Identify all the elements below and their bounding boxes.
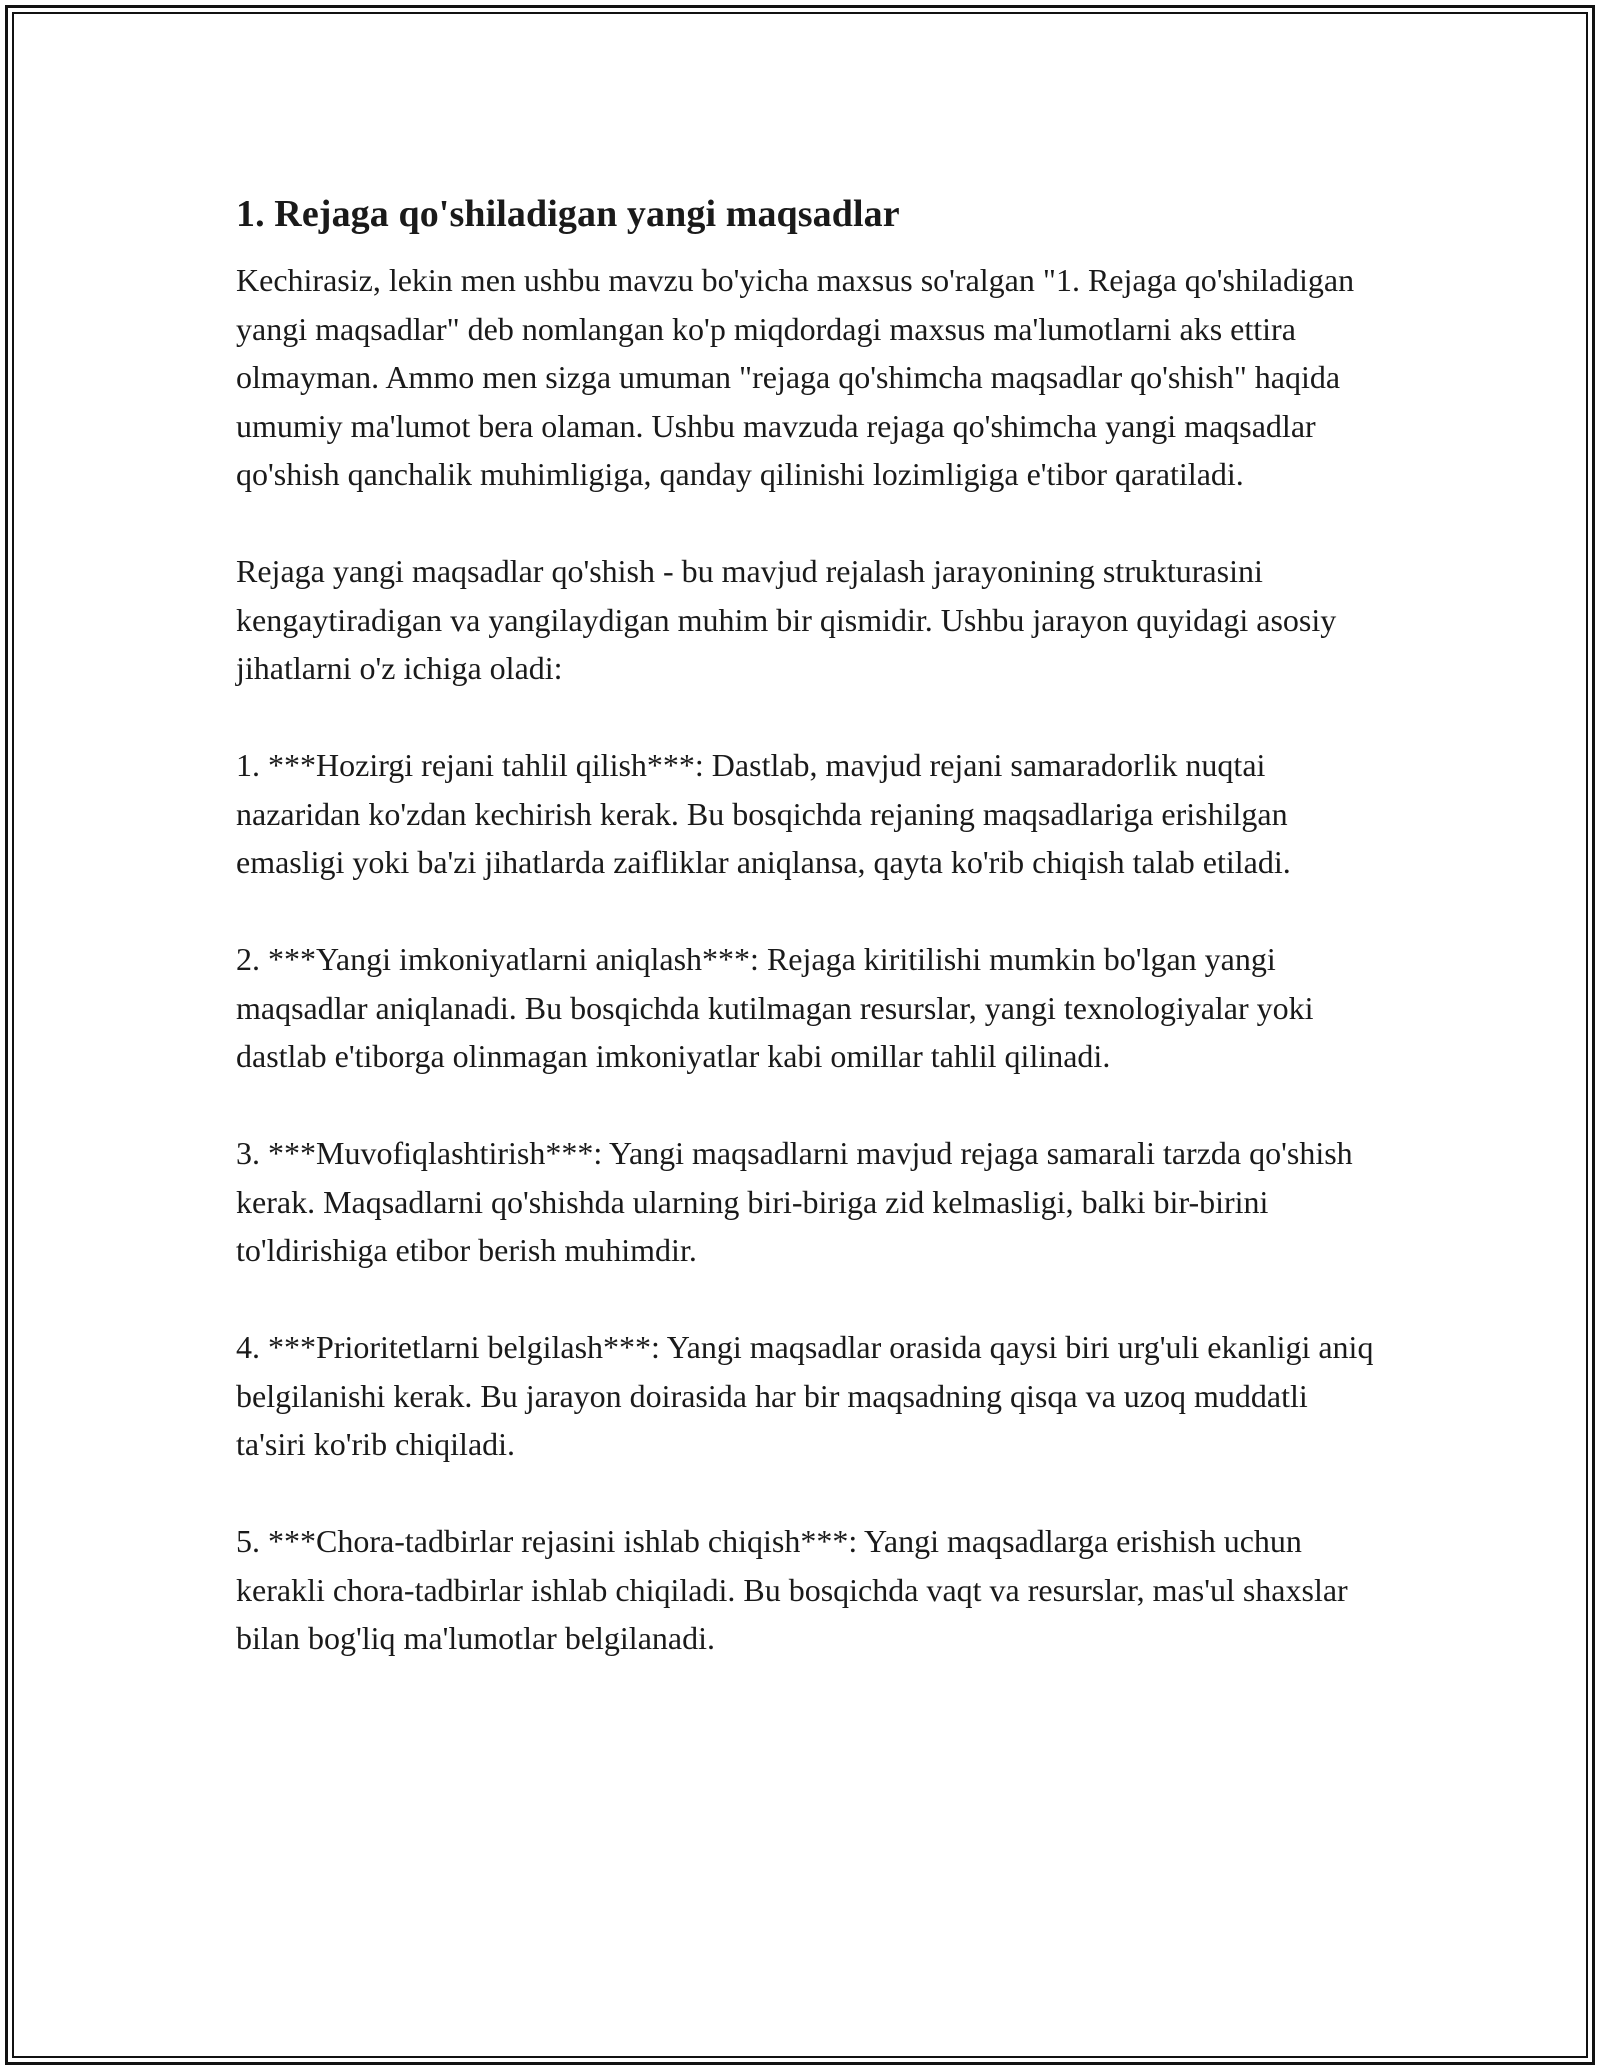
list-item-5: 5. ***Chora-tadbirlar rejasini ishlab chiqish***: Yangi maqsadlarga erishish uchun kerakli chora-tadbirlar ishlab chiqiladi. Bu bosqichda vaqt va resurslar, mas'ul shaxslar bilan bog'liq ma'lumotlar belgilanadi.	[236, 1523, 1348, 1656]
list-item-4: 4. ***Prioritetlarni belgilash***: Yangi maqsadlar orasida qaysi biri urg'uli ekanligi aniq belgilanishi kerak. Bu jarayon doirasida har bir maqsadning qisqa va uzoq muddatli ta'siri ko'rib chiqiladi.	[236, 1329, 1374, 1462]
list-item-2: 2. ***Yangi imkoniyatlarni aniqlash***: Rejaga kiritilishi mumkin bo'lgan yangi maqsadlar aniqlanadi. Bu bosqichda kutilmagan resurslar, yangi texnologiyalar yoki dastlab e'tiborga olinmagan imkoniyatlar kabi omillar tahlil qilinadi.	[236, 941, 1314, 1074]
list-item-1: 1. ***Hozirgi rejani tahlil qilish***: Dastlab, mavjud rejani samaradorlik nuqtai nazaridan ko'zdan kechirish kerak. Bu bosqichda rejaning maqsadlariga erishilgan emasligi yoki ba'zi jihatlarda zaifliklar aniqlansa, qayta ko'rib chiqish talab etiladi.	[236, 747, 1291, 880]
list-item-3: 3. ***Muvofiqlashtirish***: Yangi maqsadlarni mavjud rejaga samarali tarzda qo'shish kerak. Maqsadlarni qo'shishda ularning biri-biriga zid kelmasligi, balki bir-birini to'ldirishiga etibor berish muhimdir.	[236, 1135, 1353, 1268]
document-title: 1. Rejaga qo'shiladigan yangi maqsadlar	[236, 193, 900, 235]
intro-paragraph: Kechirasiz, lekin men ushbu mavzu bo'yicha maxsus so'ralgan "1. Rejaga qo'shiladigan yangi maqsadlar" deb nomlangan ko'p miqdordagi maxsus ma'lumotlarni aks ettira olmayman. Ammo men sizga umuman "rejaga qo'shimcha maqsadlar qo'shish" haqida umumiy ma'lumot bera olaman. Ushbu mavzuda rejaga qo'shimcha yangi maqsadlar qo'shish qanchalik muhimligiga, qanday qilinishi lozimligiga e'tibor qaratiladi.	[236, 262, 1355, 492]
document-body	[236, 186, 1376, 1663]
overview-paragraph: Rejaga yangi maqsadlar qo'shish - bu mavjud rejalash jarayonining strukturasini kengaytiradigan va yangilaydigan muhim bir qismidir. Ushbu jarayon quyidagi asosiy jihatlarni o'z ichiga oladi:	[236, 553, 1337, 686]
